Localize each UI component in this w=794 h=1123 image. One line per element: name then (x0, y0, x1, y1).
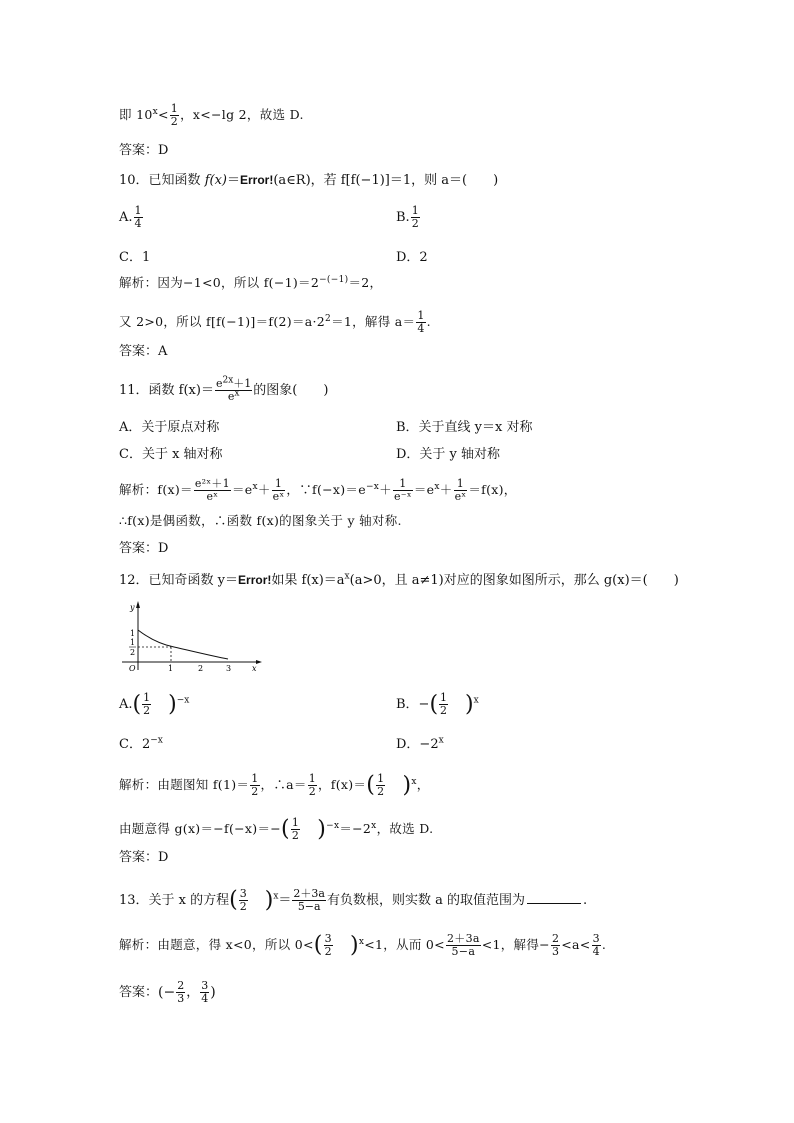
answer-13: 答案：(− $\frac{2}{3}$ ， $\frac{3}{4}$ ) (119, 979, 216, 1005)
function-graph (116, 598, 266, 674)
y-tick-half-den: 2 (130, 648, 136, 657)
x-tick-3: 3 (226, 664, 232, 673)
option-12-A: A.( $\frac{1}{2}$ )$^{-x}$ (119, 691, 190, 717)
solution-10-line1: 解析：因为−1<0，所以 $f(-1)=2^{-(-1)}=2$， (119, 274, 383, 290)
answer-12: 答案：D (119, 850, 169, 865)
option-11-D: D．关于 y 轴对称 (396, 447, 501, 462)
origin-label: O (129, 664, 136, 673)
answer-9: 答案：D (119, 143, 169, 158)
solution-11-line1: 解析：f(x)＝ $\frac{\text{e²ˣ＋1}}{\text{eˣ}}$ $=e^x+$ $\frac{1}{\text{eˣ}}$ ，$\because f(-x)=e^{-x}+$ $\frac{1}{\text{e⁻ˣ}}$ $=e^x+$ $\frac{1}{\text{eˣ}}$ ＝f(x)， (119, 477, 517, 503)
option-11-C: C．关于 x 轴对称 (119, 447, 223, 462)
solution-11-line2: ∴f(x)是偶函数，∴函数 f(x)的图象关于 y 轴对称. (119, 513, 402, 528)
y-tick-1: 1 (130, 629, 136, 638)
x-tick-1: 1 (168, 664, 174, 673)
solution-12-line1: 解析：由题图知 f(1)＝ $\frac{1}{2}$ ，∴a＝ $\frac{1}{2}$ ，f(x)＝( $\frac{1}{2}$ )$^x$， (119, 772, 430, 798)
question-10: 10．已知函数 f(x)＝Error!(a∈R)，若 f[f(−1)]＝1，则 a＝( ) (119, 173, 499, 188)
question-13: 13．关于 x 的方程( $\frac{3}{2}$ )$^x$＝ $\frac{2+3a}{5-a}$ 有负数根，则实数 a 的取值范围为 . (119, 887, 588, 913)
solution-10-line2: 又 2>0，所以 $f[f(-1)]=f(2)=a\cdot 2^2=1$，解得 a＝ $\frac{1}{4}$ . (119, 309, 431, 335)
x-axis-label: x (252, 664, 257, 673)
x-tick-2: 2 (198, 664, 204, 673)
option-10-D: D．2 (396, 250, 428, 265)
question-12: 12．已知奇函数 y＝Error!如果 $f(x)=a^x(a>0$，且 a≠1)对应的图象如图所示，那么 g(x)＝( ) (119, 571, 679, 588)
option-10-B: B. $\frac{1}{2}$ (396, 204, 419, 230)
solution-9-tail: 即 $10^x<$ $\frac{1}{2}$ ，x<−lg 2，故选 D. (119, 102, 304, 128)
solution-13: 解析：由题意，得 x<0，所以 0<( $\frac{3}{2}$ )$^x$<1，从而 0< $\frac{2+3a}{5-a}$ <1，解得− $\frac{2}{3}$ <a< $\frac{3}{4}$ . (119, 932, 607, 958)
option-10-C: C．1 (119, 250, 151, 265)
option-11-B: B．关于直线 y＝x 对称 (396, 420, 533, 435)
answer-blank (527, 903, 581, 904)
question-11: 11．函数 f(x)＝ $\frac{e^{2x}+1}{e^x}$ 的图象( ) (119, 375, 329, 403)
option-12-C: C．$2^{-x}$ (119, 735, 163, 752)
option-12-D: D．$-2^x$ (396, 735, 444, 752)
answer-10: 答案：A (119, 344, 168, 359)
option-10-A: A. $\frac{1}{4}$ (119, 204, 142, 230)
y-tick-half-num: 1 (130, 638, 136, 647)
option-11-A: A．关于原点对称 (119, 420, 220, 435)
answer-11: 答案：D (119, 541, 169, 556)
solution-12-line2: 由题意得 g(x)＝−f(−x)＝−( $\frac{1}{2}$ )$^{-x}=-2^x$，故选 D. (119, 816, 434, 842)
option-12-B: B．−( $\frac{1}{2}$ )$^x$ (396, 691, 479, 717)
y-axis-label: y (130, 603, 135, 612)
